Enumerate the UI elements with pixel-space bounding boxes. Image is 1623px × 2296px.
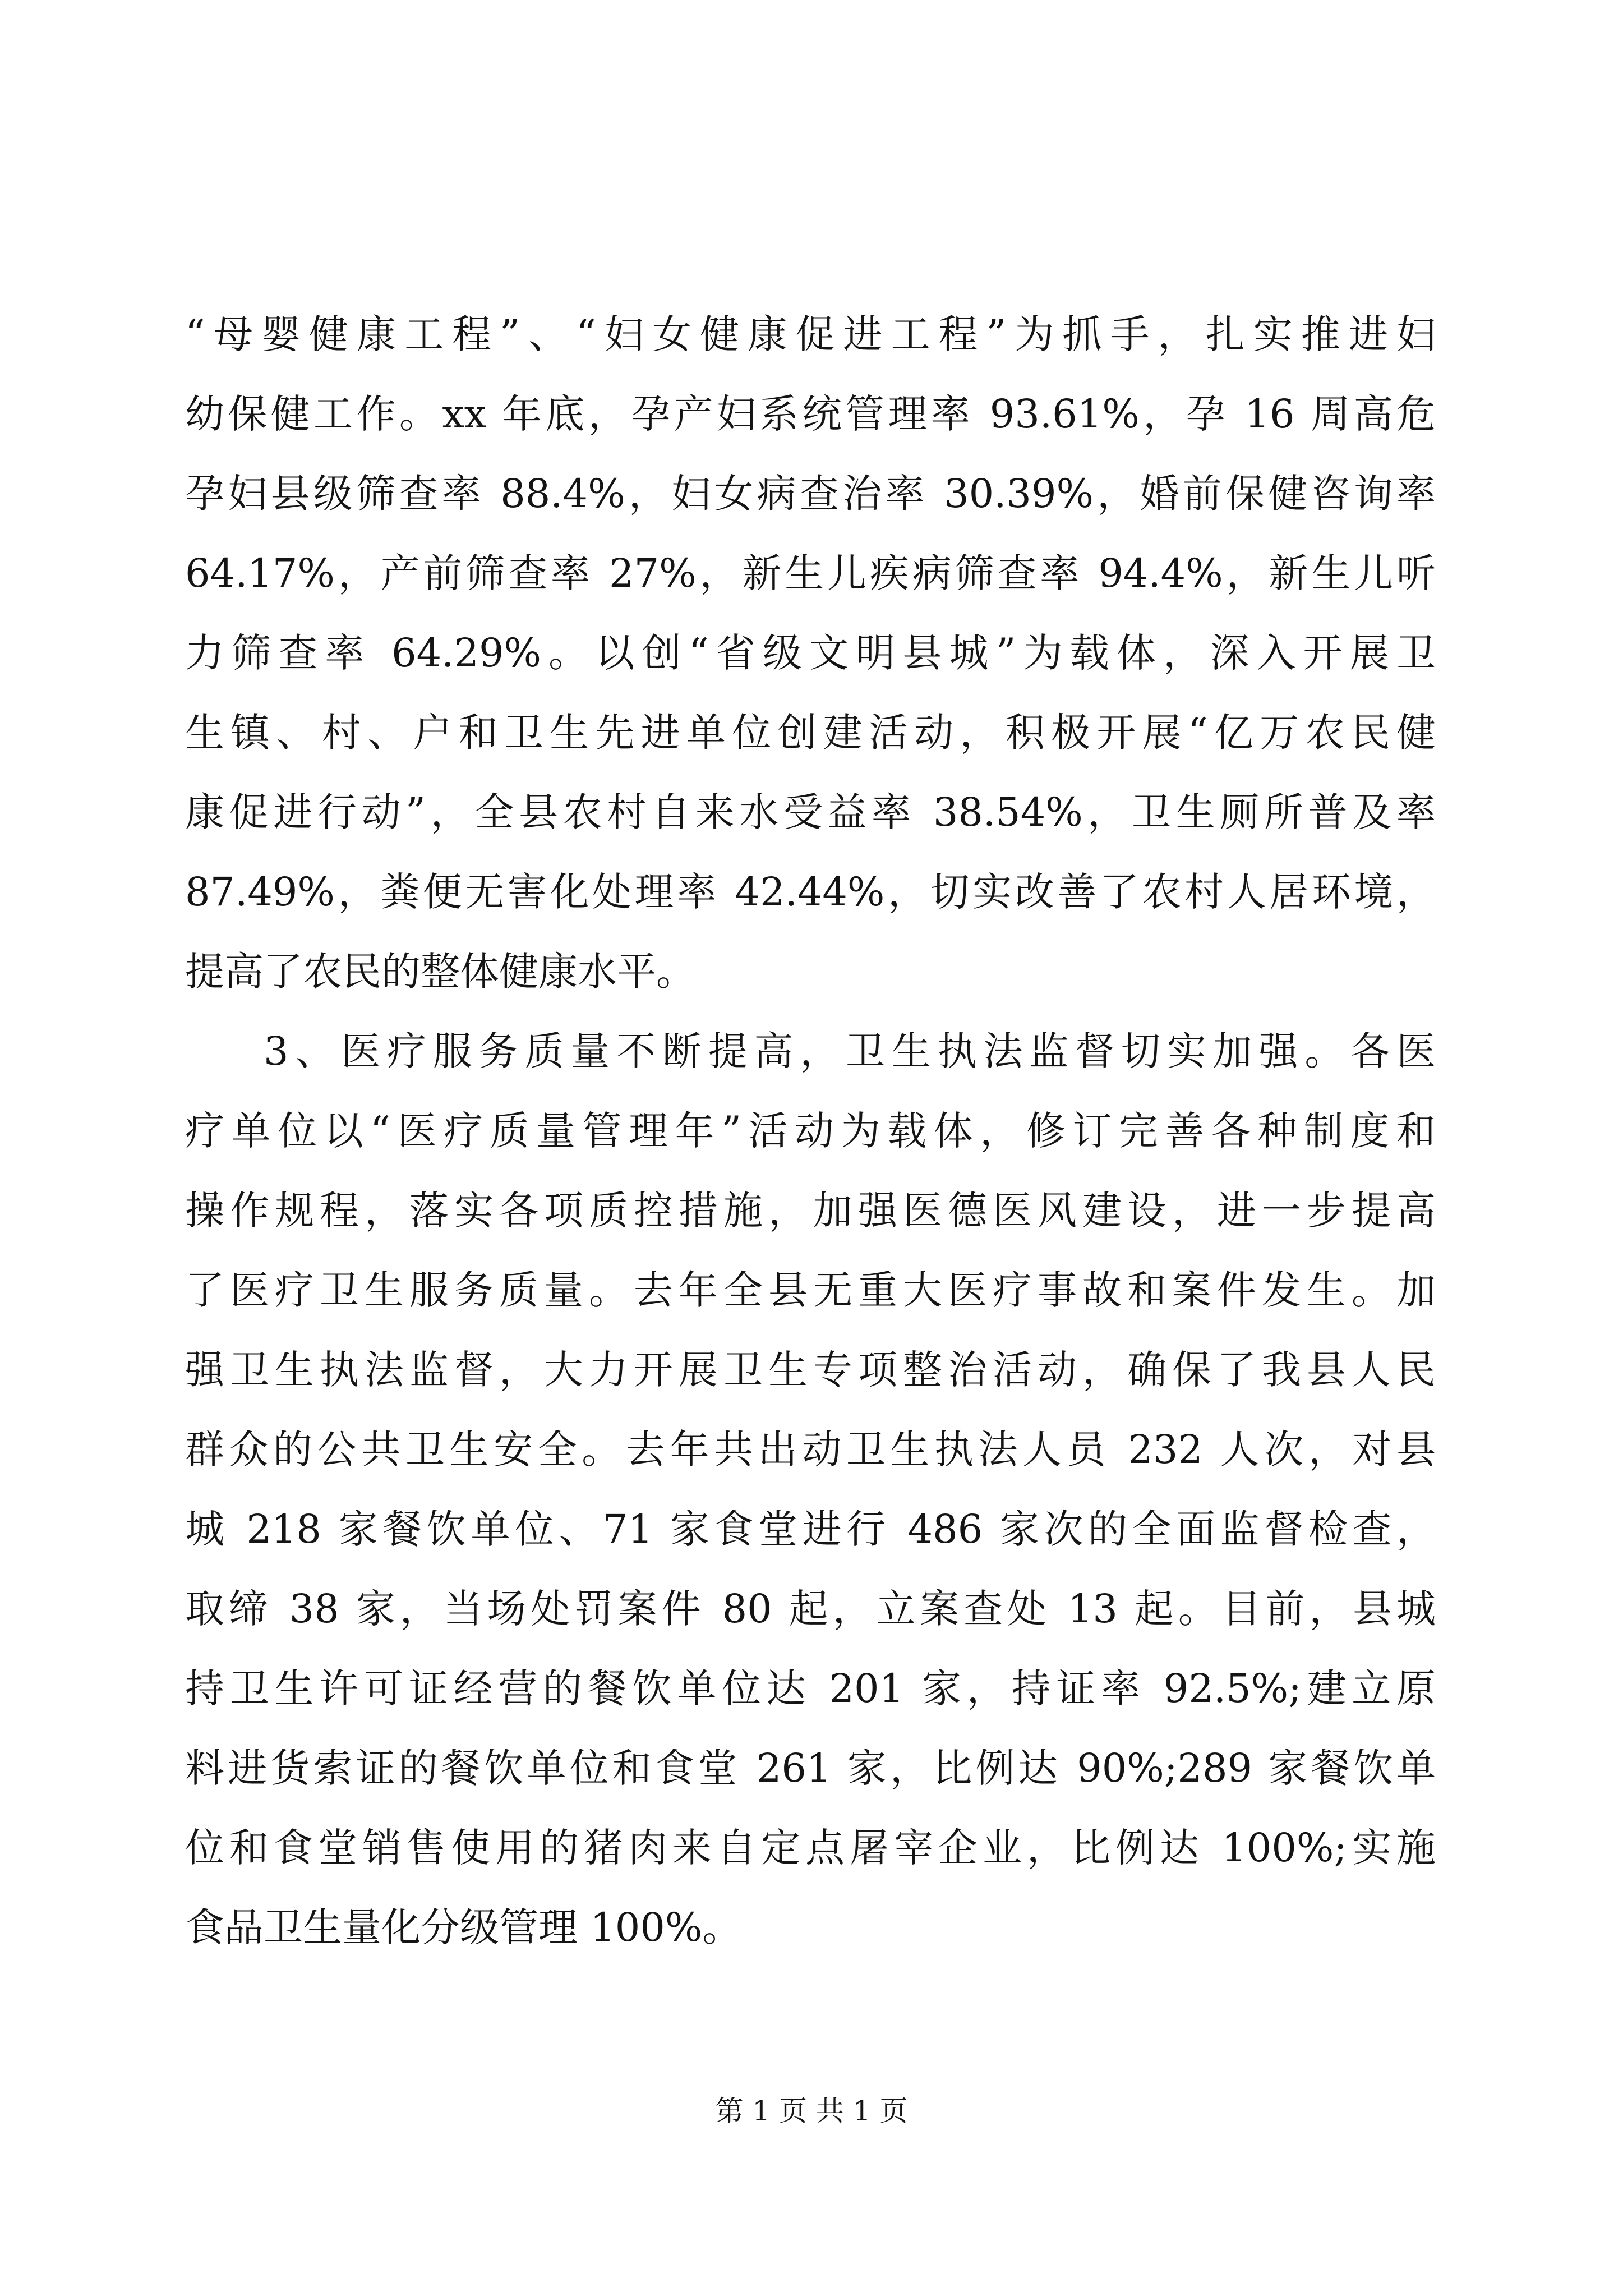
text-line: 孕妇县级筛查率 88.4%，妇女病查治率 30.39%，婚前保健咨询率 [185, 471, 1436, 517]
text-line: 食品卫生量化分级管理 100%。 [185, 1904, 742, 1950]
text-line: 提高了农民的整体健康水平。 [185, 949, 695, 995]
text-line: 取缔 38 家，当场处罚案件 80 起，立案查处 13 起。目前，县城 [185, 1586, 1436, 1632]
text-line: 康促进行动”，全县农村自来水受益率 38.54%，卫生厕所普及率 [185, 789, 1436, 835]
text-line: 位和食堂销售使用的猪肉来自定点屠宰企业，比例达 100%;实施 [185, 1825, 1436, 1871]
text-line: 3、医疗服务质量不断提高，卫生执法监督切实加强。各医 [264, 1028, 1436, 1074]
text-line: 持卫生许可证经营的餐饮单位达 201 家，持证率 92.5%;建立原 [185, 1665, 1436, 1711]
text-line: 幼保健工作。xx 年底，孕产妇系统管理率 93.61%，孕 16 周高危 [185, 391, 1436, 437]
text-line: 料进货索证的餐饮单位和食堂 261 家，比例达 90%;289 家餐饮单 [185, 1745, 1436, 1791]
text-line: 力筛查率 64.29%。以创“省级文明县城”为载体，深入开展卫 [185, 630, 1436, 676]
text-line: 了医疗卫生服务质量。去年全县无重大医疗事故和案件发生。加 [185, 1267, 1436, 1313]
text-line: 群众的公共卫生安全。去年共出动卫生执法人员 232 人次，对县 [185, 1427, 1436, 1473]
text-line: 强卫生执法监督，大力开展卫生专项整治活动，确保了我县人民 [185, 1347, 1436, 1393]
page-footer: 第 1 页 共 1 页 [715, 2095, 908, 2127]
text-line: “母婴健康工程”、“妇女健康促进工程”为抓手，扎实推进妇 [185, 311, 1436, 357]
text-line: 64.17%，产前筛查率 27%，新生儿疾病筛查率 94.4%，新生儿听 [185, 550, 1436, 596]
text-line: 城 218 家餐饮单位、71 家食堂进行 486 家次的全面监督检查， [185, 1506, 1436, 1552]
text-line: 操作规程，落实各项质控措施，加强医德医风建设，进一步提高 [185, 1188, 1436, 1234]
text-line: 疗单位以“医疗质量管理年”活动为载体，修订完善各种制度和 [185, 1108, 1436, 1154]
text-line: 生镇、村、户和卫生先进单位创建活动，积极开展“亿万农民健 [185, 710, 1436, 756]
text-line: 87.49%，粪便无害化处理率 42.44%，切实改善了农村人居环境， [185, 869, 1436, 915]
